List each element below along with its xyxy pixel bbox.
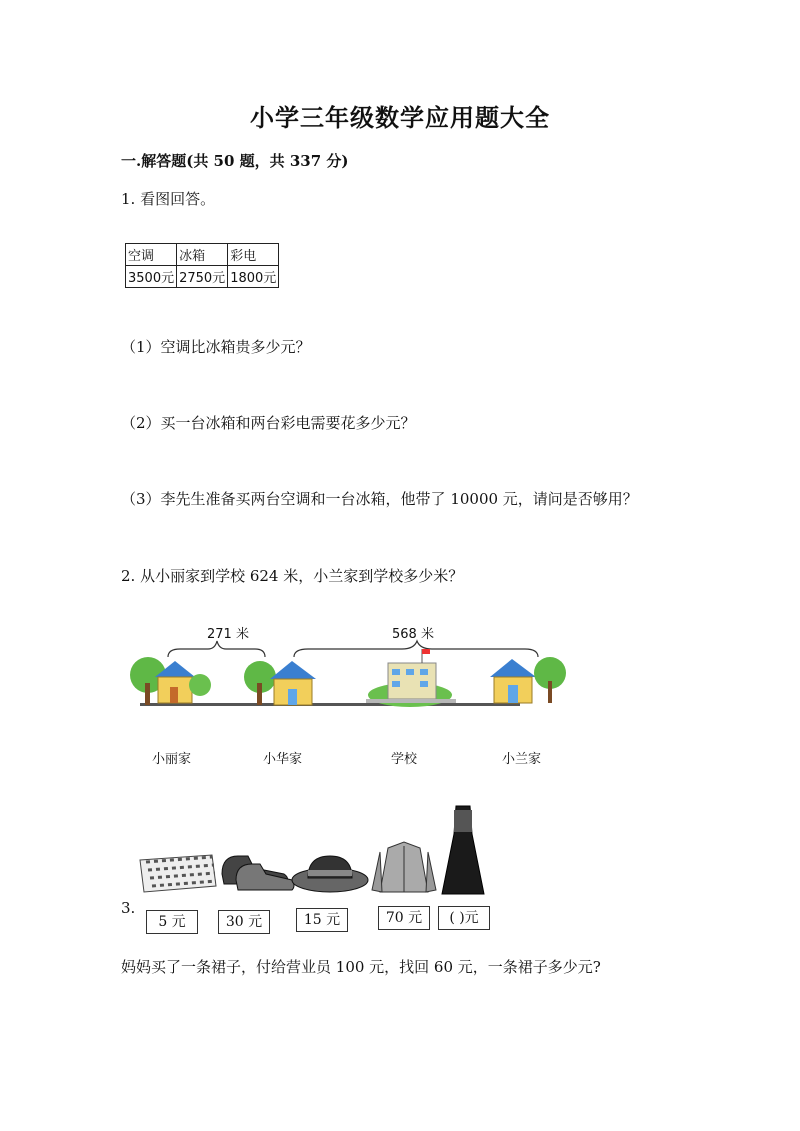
house-xiaoli (130, 657, 211, 705)
school-building (366, 649, 456, 707)
table-cell: 2750元 (177, 266, 228, 288)
clothing-illustration (136, 800, 496, 900)
dress-icon (442, 806, 484, 894)
page-title: 小学三年级数学应用题大全 (250, 103, 550, 132)
table-cell: 3500元 (126, 266, 177, 288)
price-table (125, 243, 279, 288)
question-2-stem: 2. 从小丽家到学校 624 米，小兰家到学校多少米？ (121, 567, 464, 585)
place-label-xiaohua: 小华家 (263, 752, 303, 767)
road-line (140, 703, 520, 706)
question-1-part-3: （3）李先生准备买两台空调和一台冰箱，他带了 10000 元，请问是否够用？ (121, 490, 638, 508)
distance-label-right: 568 米 (392, 627, 434, 642)
hat-icon (292, 856, 368, 892)
place-label-xiaolan: 小兰家 (502, 752, 542, 767)
shoes-icon (222, 856, 294, 890)
distance-label-left: 271 米 (207, 627, 249, 642)
table-cell: 空调 (126, 244, 177, 266)
price-table-header-row (126, 244, 279, 266)
house-xiaohua (244, 661, 316, 705)
place-label-school: 学校 (391, 752, 418, 767)
question-3-number: 3. (121, 899, 136, 917)
scarf-icon (140, 855, 216, 892)
table-cell: 冰箱 (177, 244, 228, 266)
route-illustration (120, 615, 590, 725)
table-cell: 彩电 (228, 244, 279, 266)
question-1-part-1: （1）空调比冰箱贵多少元？ (121, 338, 311, 356)
distance-brace-right (294, 641, 538, 657)
question-1-part-2: （2）买一台冰箱和两台彩电需要花多少元？ (121, 414, 416, 432)
place-label-xiaoli: 小丽家 (152, 752, 192, 767)
table-cell: 1800元 (228, 266, 279, 288)
price-tag-hat: 15 元 (296, 908, 348, 932)
price-tag-jacket: 70 元 (378, 906, 430, 930)
house-xiaolan (490, 657, 566, 703)
price-tag-scarf: 5 元 (146, 910, 198, 934)
jacket-icon (372, 842, 436, 892)
distance-brace-left (168, 641, 265, 657)
question-1-stem: 1. 看图回答。 (121, 190, 216, 208)
price-tag-dress: ( )元 (438, 906, 490, 930)
question-3-text: 妈妈买了一条裙子，付给营业员 100 元，找回 60 元，一条裙子多少元? (121, 958, 601, 976)
section-heading: 一.解答题(共 50 题，共 337 分) (121, 152, 349, 170)
price-tag-shoes: 30 元 (218, 910, 270, 934)
price-table-value-row (126, 266, 279, 288)
